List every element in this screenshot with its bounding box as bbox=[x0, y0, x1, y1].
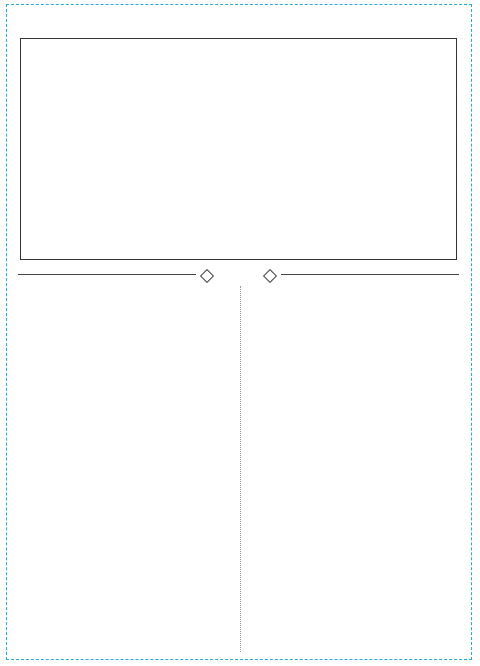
commentary-columns bbox=[18, 286, 460, 652]
running-head bbox=[18, 24, 460, 34]
commentary-column-right bbox=[240, 286, 460, 652]
main-text-box bbox=[20, 38, 457, 260]
commentary-banner bbox=[18, 268, 459, 282]
banner-ornament-right bbox=[263, 269, 277, 283]
banner-rule-left bbox=[18, 274, 196, 275]
commentary-column-left bbox=[18, 286, 232, 652]
banner-ornament-left bbox=[200, 269, 214, 283]
banner-rule-right bbox=[281, 274, 459, 275]
page-header bbox=[18, 12, 460, 34]
